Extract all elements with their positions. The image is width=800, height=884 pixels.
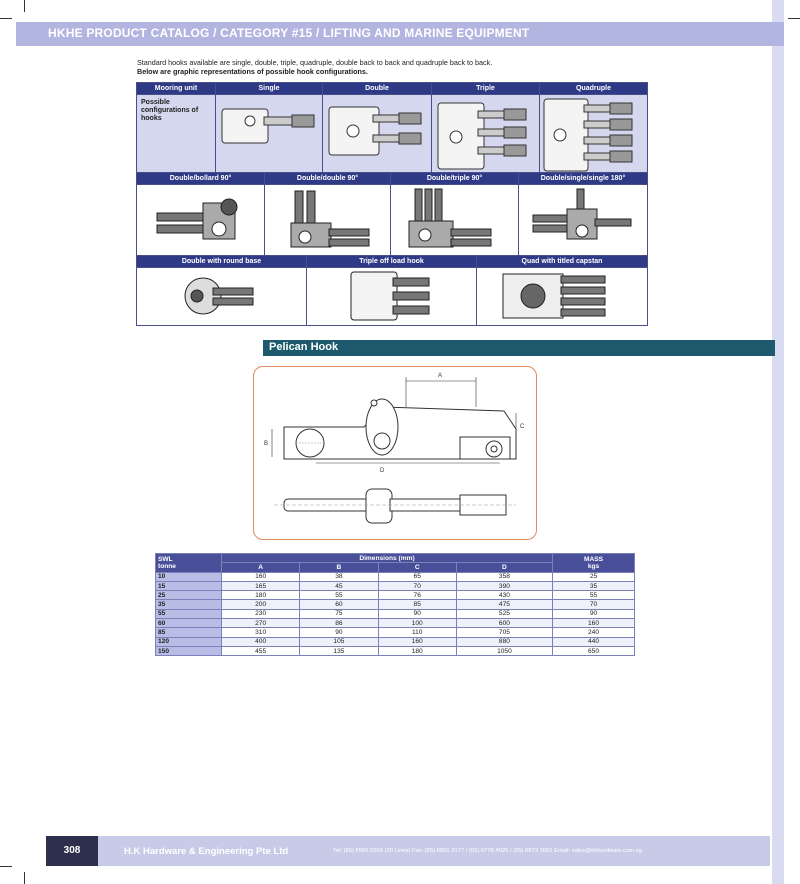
triple-off-load-cell — [307, 256, 477, 325]
crop-mark — [24, 0, 25, 12]
double-bollard-header: Double/bollard 90° — [137, 173, 264, 185]
side-stripe — [772, 0, 784, 884]
cell-b: 90 — [300, 628, 378, 637]
dimensions-header: Dimensions (mm) — [222, 554, 553, 563]
table-row — [156, 637, 635, 646]
double-triple-drawing — [391, 185, 518, 255]
quadruple-header: Quadruple — [540, 83, 647, 95]
triple-header: Triple — [432, 83, 539, 95]
cell-a: 160 — [222, 572, 300, 581]
cell-mass: 90 — [553, 609, 635, 618]
crop-mark — [788, 18, 800, 19]
company-name: H.K Hardware & Engineering Pte Ltd — [124, 846, 289, 857]
cell-b: 60 — [300, 600, 378, 609]
cell-b: 105 — [300, 637, 378, 646]
col-a-header: A — [222, 563, 300, 572]
cell-swl: 55 — [156, 609, 222, 618]
cell-a: 310 — [222, 628, 300, 637]
dimension-d-label: D — [380, 468, 385, 474]
cell-a: 230 — [222, 609, 300, 618]
dimension-b-label: B — [264, 441, 269, 447]
cell-swl: 150 — [156, 646, 222, 655]
cell-a: 270 — [222, 619, 300, 628]
cell-swl: 25 — [156, 591, 222, 600]
cell-a: 200 — [222, 600, 300, 609]
table-row — [156, 572, 635, 581]
cell-a: 455 — [222, 646, 300, 655]
intro-line-2: Below are graphic representations of possible hook configurations. — [137, 67, 368, 76]
table-row — [156, 600, 635, 609]
table-row — [156, 591, 635, 600]
cell-swl: 85 — [156, 628, 222, 637]
crop-mark — [0, 18, 12, 19]
crop-mark — [24, 872, 25, 884]
cell-b: 86 — [300, 619, 378, 628]
cell-mass: 55 — [553, 591, 635, 600]
page-number: 308 — [46, 836, 98, 866]
double-round-base-header: Double with round base — [137, 256, 306, 268]
cell-d: 358 — [456, 572, 552, 581]
cell-mass: 440 — [553, 637, 635, 646]
triple-off-load-drawing — [307, 268, 476, 324]
cell-c: 70 — [378, 581, 456, 590]
cell-mass: 35 — [553, 581, 635, 590]
triple-cell — [432, 83, 540, 172]
section-bar — [263, 340, 775, 356]
triple-off-load-header: Triple off load hook — [307, 256, 476, 268]
quad-capstan-header: Quad with titled capstan — [477, 256, 647, 268]
cell-b: 38 — [300, 572, 378, 581]
double-double-cell — [265, 173, 391, 255]
cell-swl: 35 — [156, 600, 222, 609]
cell-c: 100 — [378, 619, 456, 628]
mooring-unit-header: Mooring unit — [137, 83, 215, 95]
cell-a: 165 — [222, 581, 300, 590]
double-round-base-cell — [137, 256, 307, 325]
double-double-header: Double/double 90° — [265, 173, 390, 185]
cell-c: 85 — [378, 600, 456, 609]
cell-b: 45 — [300, 581, 378, 590]
cell-b: 75 — [300, 609, 378, 618]
cell-c: 160 — [378, 637, 456, 646]
quad-capstan-cell — [477, 256, 647, 325]
cell-d: 705 — [456, 628, 552, 637]
cell-b: 55 — [300, 591, 378, 600]
double-triple-header: Double/triple 90° — [391, 173, 518, 185]
cell-c: 180 — [378, 646, 456, 655]
double-hook-drawing — [323, 95, 431, 172]
cell-mass: 240 — [553, 628, 635, 637]
cell-swl: 10 — [156, 572, 222, 581]
intro-text — [137, 58, 657, 76]
cell-mass: 70 — [553, 600, 635, 609]
cell-swl: 60 — [156, 619, 222, 628]
page-header — [16, 22, 784, 46]
double-single-single-header: Double/single/single 180° — [519, 173, 647, 185]
config-row-2 — [137, 173, 647, 256]
dimensions-table — [155, 553, 635, 656]
dimension-a-label: A — [438, 373, 443, 379]
quadruple-cell — [540, 83, 647, 172]
double-cell — [323, 83, 432, 172]
table-row — [156, 581, 635, 590]
config-row-3 — [137, 256, 647, 325]
cell-swl: 15 — [156, 581, 222, 590]
cell-swl: 120 — [156, 637, 222, 646]
single-cell — [216, 83, 323, 172]
cell-d: 430 — [456, 591, 552, 600]
hook-configuration-grid — [136, 82, 648, 326]
crop-mark — [0, 866, 12, 867]
cell-d: 475 — [456, 600, 552, 609]
mass-header: MASS kgs — [553, 554, 635, 573]
cell-a: 180 — [222, 591, 300, 600]
cell-c: 65 — [378, 572, 456, 581]
contact-info: Tel: (65) 6565 5555 (30 Lines) Fax: (65) 6861 3177 / (65) 6778 4025 / (65) 6873 1602 Email: sales@hkhardware.com.sg — [333, 848, 642, 854]
table-row — [156, 609, 635, 618]
double-bollard-drawing — [137, 185, 264, 255]
swl-header: SWL tonne — [156, 554, 222, 573]
cell-mass: 160 — [553, 619, 635, 628]
cell-mass: 25 — [553, 572, 635, 581]
cell-d: 1050 — [456, 646, 552, 655]
cell-d: 600 — [456, 619, 552, 628]
cell-d: 525 — [456, 609, 552, 618]
col-b-header: B — [300, 563, 378, 572]
double-double-drawing — [265, 185, 390, 255]
quad-capstan-drawing — [477, 268, 646, 324]
intro-line-1: Standard hooks available are single, double, triple, quadruple, double back to back and quadruple back to back. — [137, 58, 493, 67]
pelican-hook-drawing-frame — [253, 366, 537, 540]
cell-d: 880 — [456, 637, 552, 646]
cell-b: 135 — [300, 646, 378, 655]
dimension-c-label: C — [520, 424, 525, 430]
cell-c: 76 — [378, 591, 456, 600]
cell-d: 390 — [456, 581, 552, 590]
double-round-base-drawing — [137, 268, 306, 324]
double-single-single-cell — [519, 173, 647, 255]
double-bollard-cell — [137, 173, 265, 255]
triple-hook-drawing — [432, 95, 539, 172]
double-single-single-drawing — [519, 185, 646, 255]
table-body — [156, 572, 635, 656]
single-header: Single — [216, 83, 322, 95]
double-triple-cell — [391, 173, 519, 255]
pelican-hook-drawing — [254, 367, 536, 539]
quadruple-hook-drawing — [540, 95, 646, 172]
section-title: Pelican Hook — [269, 341, 339, 353]
single-hook-drawing — [216, 95, 322, 172]
table-row — [156, 646, 635, 655]
possible-configurations-label: Possible configurations of hooks — [141, 99, 199, 122]
config-row-1 — [137, 83, 647, 173]
cell-mass: 650 — [553, 646, 635, 655]
cell-a: 400 — [222, 637, 300, 646]
double-header: Double — [323, 83, 431, 95]
page-title: HKHE PRODUCT CATALOG / CATEGORY #15 / LIFTING AND MARINE EQUIPMENT — [48, 26, 530, 40]
col-c-header: C — [378, 563, 456, 572]
mooring-unit-cell — [137, 83, 216, 172]
table-row — [156, 619, 635, 628]
cell-c: 90 — [378, 609, 456, 618]
cell-c: 110 — [378, 628, 456, 637]
table-row — [156, 628, 635, 637]
col-d-header: D — [456, 563, 552, 572]
